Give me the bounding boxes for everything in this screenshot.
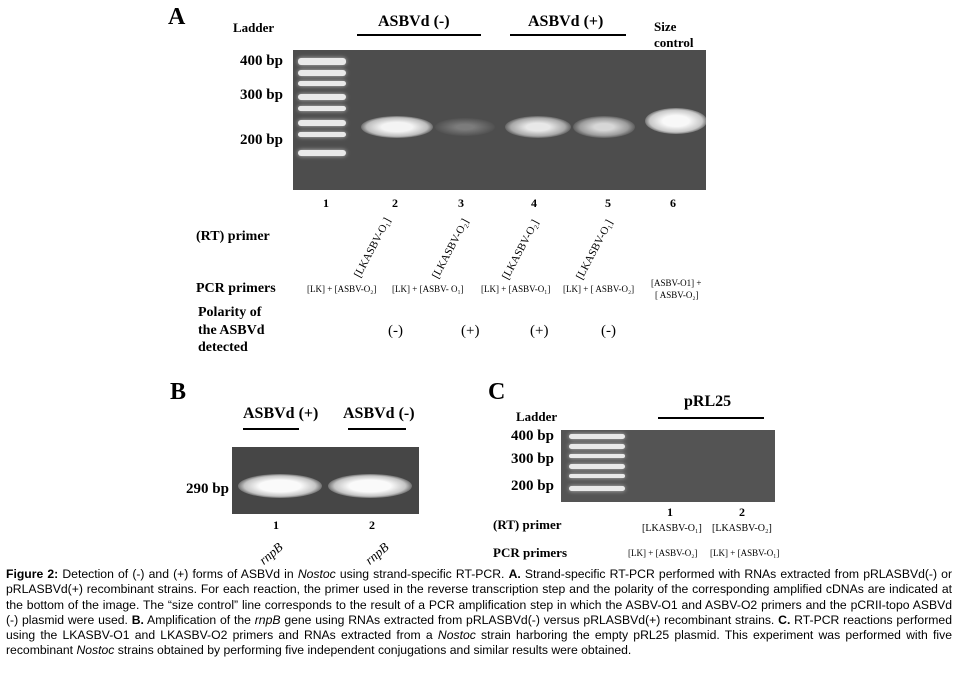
panel-a-polarity-label-3: detected [198, 340, 248, 355]
caption-text: RT-PCR reactions performed using the LKASBV-O1 and LKASBV-O2 primers and RNAs extracted from a [6, 612, 952, 643]
panel-a-pcr-primer-lane-3: [LK] + [ASBV- O₁] [392, 284, 464, 294]
ladder-band [298, 120, 346, 126]
panel-a-marker-200: 200 bp [240, 132, 283, 148]
caption-panel-c-label: C. [778, 612, 791, 627]
ladder-band [569, 454, 625, 458]
panel-c-ladder-label: Ladder [516, 409, 558, 424]
ladder-band [298, 150, 346, 156]
panel-a-polarity-label-2: the ASBVd [198, 323, 265, 338]
caption-italic: rnpB [254, 612, 281, 627]
lane-6-band [645, 108, 706, 134]
panel-a-polarity-label-1: Polarity of [198, 305, 262, 320]
panel-b-group-left-label: ASBVd (+) [243, 405, 319, 422]
caption-figure-label: Figure 2: [6, 567, 59, 581]
panel-b-marker-290: 290 bp [186, 481, 229, 497]
panel-c-rt-primer-lane-1: [LKASBV-O₁] [642, 523, 702, 534]
lane-4-band [505, 116, 571, 138]
panel-a-ladder-label: Ladder [233, 20, 275, 35]
panel-c-lane-number-1: 1 [667, 505, 673, 519]
panel-a-rt-primer-lane-5: [LKASBV-O₁] [574, 217, 616, 282]
panel-c-marker-400: 400 bp [511, 428, 554, 444]
panel-a-lane-number-5: 5 [605, 196, 611, 210]
caption-panel-b-label: B. [131, 612, 144, 627]
panel-a-group-left-label: ASBVd (-) [378, 13, 450, 30]
ladder-band [298, 81, 346, 86]
panel-a-group-right-underline [510, 34, 626, 36]
panel-a-polarity-lane-2: (-) [388, 323, 403, 339]
panel-a-pcr-primers-label: PCR primers [196, 281, 276, 296]
panel-b-letter: B [170, 379, 187, 405]
panel-c-title: pRL25 [684, 393, 732, 410]
caption-text: gene using RNAs extracted from pRLASBVd(-) versus pRLASBVd(+) recombinant strains. [280, 612, 779, 627]
panel-a-lane-number-6: 6 [670, 196, 676, 210]
caption-text: Amplification of the [143, 612, 255, 627]
ladder-band [569, 434, 625, 439]
caption-text: Detection of (-) and (+) forms of ASBVd in [58, 567, 298, 581]
panel-a-lane-number-1: 1 [323, 196, 329, 210]
panel-c-letter: C [488, 379, 506, 405]
caption-panel-a-label: A. [508, 567, 521, 581]
panel-a-polarity-lane-5: (-) [601, 323, 616, 339]
ladder-band [298, 106, 346, 111]
panel-a-letter: A [168, 4, 186, 30]
panel-c-rt-primer-lane-2: [LKASBV-O₂] [712, 523, 772, 534]
panel-a-pcr-size-control-2: [ ASBV-O₂] [655, 290, 699, 300]
caption-text: Strand-specific RT-PCR performed with RNAs extracted from pRLASBVd(-) or pRLASBVd(+) recombinant strains. For each reaction, the primer used in the reverse transcription step and the polarity of the corresponding amplified cDNAs are indicated at the bottom of the image. The “size control” line corresponds to the result of a PCR amplification step in which the ASBV-O1 and ASBV-O2 primers and the pCRII-topo ASBVd (-) plasmid were used. [6, 567, 953, 627]
panel-a-size-control-label-1: Size [654, 19, 677, 34]
figure-caption [6, 567, 952, 659]
panel-b-lane-number-1: 1 [273, 518, 279, 532]
panel-b-gene-label-2: rnpB [362, 539, 392, 568]
panel-a-rt-primer-lane-4: [LKASBV-O₂] [500, 217, 542, 282]
lane-2-band [361, 116, 433, 138]
caption-text: strain harboring the empty pRL25 plasmid. This experiment was performed with five recombinant [6, 628, 952, 658]
lane-3-band-faint [435, 118, 495, 136]
panel-a-lane-number-3: 3 [458, 196, 464, 210]
caption-italic: Nostoc [437, 628, 476, 643]
panel-c-title-underline [658, 417, 764, 419]
panel-a-pcr-size-control-1: [ASBV-O1] + [651, 278, 702, 288]
panel-a-size-control-label-2: control [654, 35, 694, 50]
panel-b-gel-image [232, 447, 419, 514]
ladder-band [298, 58, 346, 65]
caption-text: using strand-specific RT-PCR. [335, 567, 509, 581]
panel-b-lane-2-band [328, 474, 412, 498]
ladder-band [569, 486, 625, 491]
panel-b-lane-number-2: 2 [369, 518, 375, 532]
ladder-band [569, 444, 625, 449]
panel-a-lane-number-2: 2 [392, 196, 398, 210]
caption-text: strains obtained by performing five independent conjugations and similar results were obtained. [114, 643, 632, 658]
caption-italic: Nostoc [76, 643, 115, 658]
panel-a-rt-primer-lane-2: [LKASBV-O₁] [352, 215, 394, 280]
panel-a-rt-primer-lane-3: [LKASBV-O₂] [430, 216, 472, 281]
panel-a-pcr-primer-lane-5: [LK] + [ ASBV-O₂] [563, 284, 635, 294]
panel-c-marker-200: 200 bp [511, 478, 554, 494]
panel-a-group-right-label: ASBVd (+) [528, 13, 604, 30]
panel-b-group-left-underline [243, 428, 299, 430]
panel-a-pcr-primer-lane-4: [LK] + [ASBV-O₁] [481, 284, 551, 294]
panel-a-pcr-primer-lane-2: [LK] + [ASBV-O₂] [307, 284, 377, 294]
panel-a-lane-number-4: 4 [531, 196, 537, 210]
panel-b-group-right-underline [348, 428, 406, 430]
panel-a-gel-image [293, 50, 706, 190]
panel-c-lane-number-2: 2 [739, 505, 745, 519]
lane-5-band [573, 116, 635, 138]
panel-b-lane-1-band [238, 474, 322, 498]
panel-c-pcr-primer-lane-2: [LK] + [ASBV-O₁] [710, 548, 780, 558]
panel-b-group-right-label: ASBVd (-) [343, 405, 415, 422]
panel-a-polarity-lane-4: (+) [530, 323, 549, 339]
panel-a-group-left-underline [357, 34, 481, 36]
ladder-band [298, 70, 346, 76]
ladder-band [569, 464, 625, 469]
panel-c-gel-image [561, 430, 775, 502]
ladder-band [569, 474, 625, 478]
panel-a-rt-primer-label: (RT) primer [196, 229, 270, 244]
panel-c-marker-300: 300 bp [511, 451, 554, 467]
panel-c-rt-primer-label: (RT) primer [493, 517, 562, 532]
panel-a-marker-400: 400 bp [240, 53, 283, 69]
panel-b-gene-label-1: rnpB [256, 539, 286, 568]
panel-a-polarity-lane-3: (+) [461, 323, 480, 339]
panel-c-pcr-primer-lane-1: [LK] + [ASBV-O₂] [628, 548, 698, 558]
ladder-band [298, 94, 346, 100]
caption-italic: Nostoc [297, 567, 336, 581]
ladder-band [298, 132, 346, 137]
panel-c-pcr-primers-label: PCR primers [493, 545, 568, 560]
panel-a-marker-300: 300 bp [240, 87, 283, 103]
